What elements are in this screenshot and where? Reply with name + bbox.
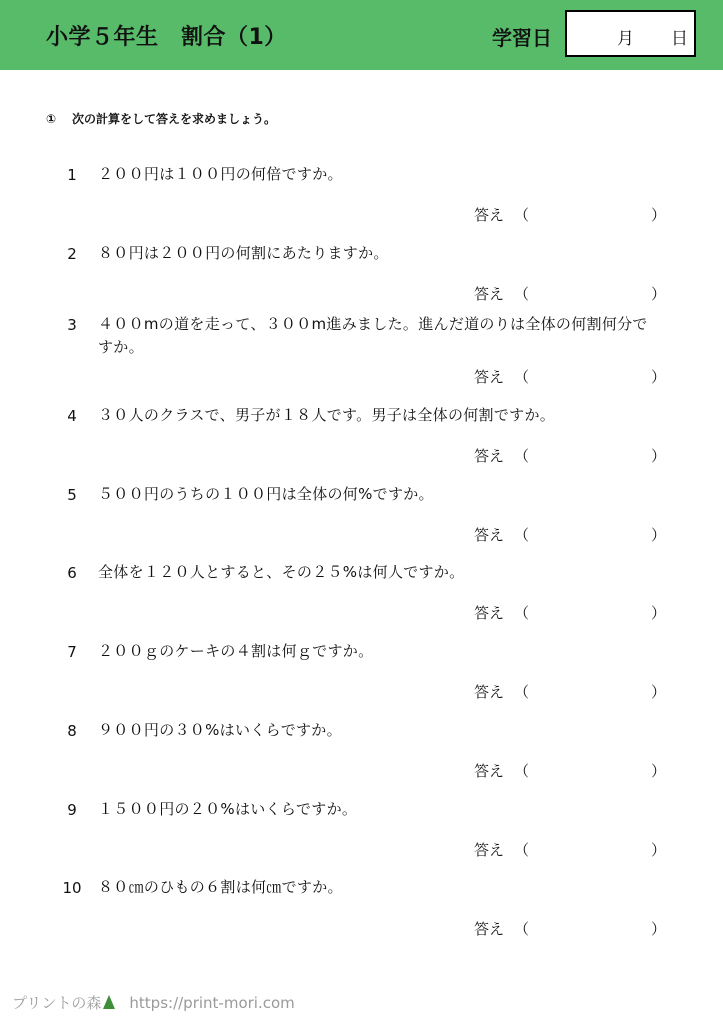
problem-number: 6	[67, 564, 77, 582]
answer-open-paren: （	[514, 920, 530, 938]
problem-number: 2	[67, 245, 77, 263]
answer-label: 答え	[474, 841, 505, 859]
answer-close-paren: ）	[650, 683, 666, 701]
problem-text: ４００mの道を走って、３００m進みました。進んだ道のりは全体の何割何分ですか。	[98, 315, 648, 356]
answer-close-paren: ）	[650, 206, 666, 224]
problem-number: 8	[67, 722, 77, 740]
answer-close-paren: ）	[650, 920, 666, 938]
answer-label: 答え	[474, 762, 505, 780]
problem-text: ８０円は２００円の何割にあたりますか。	[98, 244, 389, 262]
answer-label: 答え	[474, 683, 505, 701]
answer-close-paren: ）	[650, 841, 666, 859]
answer-open-paren: （	[514, 447, 530, 465]
problem-text: ２００円は１００円の何倍ですか。	[98, 165, 343, 183]
instruction-text: 次の計算をして答えを求めましょう。	[72, 112, 277, 126]
problem-text: ５００円のうちの１００円は全体の何%ですか。	[98, 485, 434, 503]
month-label: 月	[617, 29, 634, 49]
answer-label: 答え	[474, 285, 505, 303]
footer	[12, 992, 295, 1013]
problem-number: 7	[67, 643, 77, 661]
problem-number: 10	[62, 879, 82, 897]
answer-open-paren: （	[514, 762, 530, 780]
answer-label: 答え	[474, 206, 505, 224]
footer-brand: プリントの森	[12, 994, 102, 1012]
date-field[interactable]	[565, 10, 696, 57]
answer-close-paren: ）	[650, 762, 666, 780]
answer-open-paren: （	[514, 604, 530, 622]
problem-number: 1	[67, 166, 77, 184]
problem-text: ８０㎝のひもの６割は何㎝ですか。	[98, 878, 343, 896]
problem-text: 全体を１２０人とすると、その２５%は何人ですか。	[98, 563, 465, 581]
problem-text: ９００円の３０%はいくらですか。	[98, 721, 342, 739]
answer-open-paren: （	[514, 841, 530, 859]
header-bar	[0, 0, 723, 70]
answer-open-paren: （	[514, 683, 530, 701]
problem-text: ３０人のクラスで、男子が１８人です。男子は全体の何割ですか。	[98, 406, 556, 424]
problem-number: 9	[67, 801, 77, 819]
footer-url[interactable]: https://print-mori.com	[129, 994, 295, 1012]
answer-label: 答え	[474, 526, 505, 544]
instruction-number: ①	[46, 112, 57, 126]
answer-open-paren: （	[514, 368, 530, 386]
problem-text: １５００円の２０%はいくらですか。	[98, 800, 358, 818]
problem-number: 5	[67, 486, 77, 504]
answer-label: 答え	[474, 447, 505, 465]
day-label: 日	[671, 29, 688, 49]
problem-number: 3	[67, 316, 77, 334]
answer-close-paren: ）	[650, 368, 666, 386]
answer-label: 答え	[474, 368, 505, 386]
answer-close-paren: ）	[650, 447, 666, 465]
answer-open-paren: （	[514, 526, 530, 544]
tree-icon	[103, 995, 115, 1009]
answer-close-paren: ）	[650, 526, 666, 544]
problem-text: ２００ｇのケーキの４割は何ｇですか。	[98, 642, 374, 660]
answer-open-paren: （	[514, 206, 530, 224]
date-label: 学習日	[492, 26, 552, 50]
answer-label: 答え	[474, 920, 505, 938]
answer-close-paren: ）	[650, 604, 666, 622]
answer-label: 答え	[474, 604, 505, 622]
instruction	[46, 110, 276, 127]
answer-open-paren: （	[514, 285, 530, 303]
answer-close-paren: ）	[650, 285, 666, 303]
problem-number: 4	[67, 407, 77, 425]
page-title: 小学５年生 割合（1）	[46, 25, 287, 50]
